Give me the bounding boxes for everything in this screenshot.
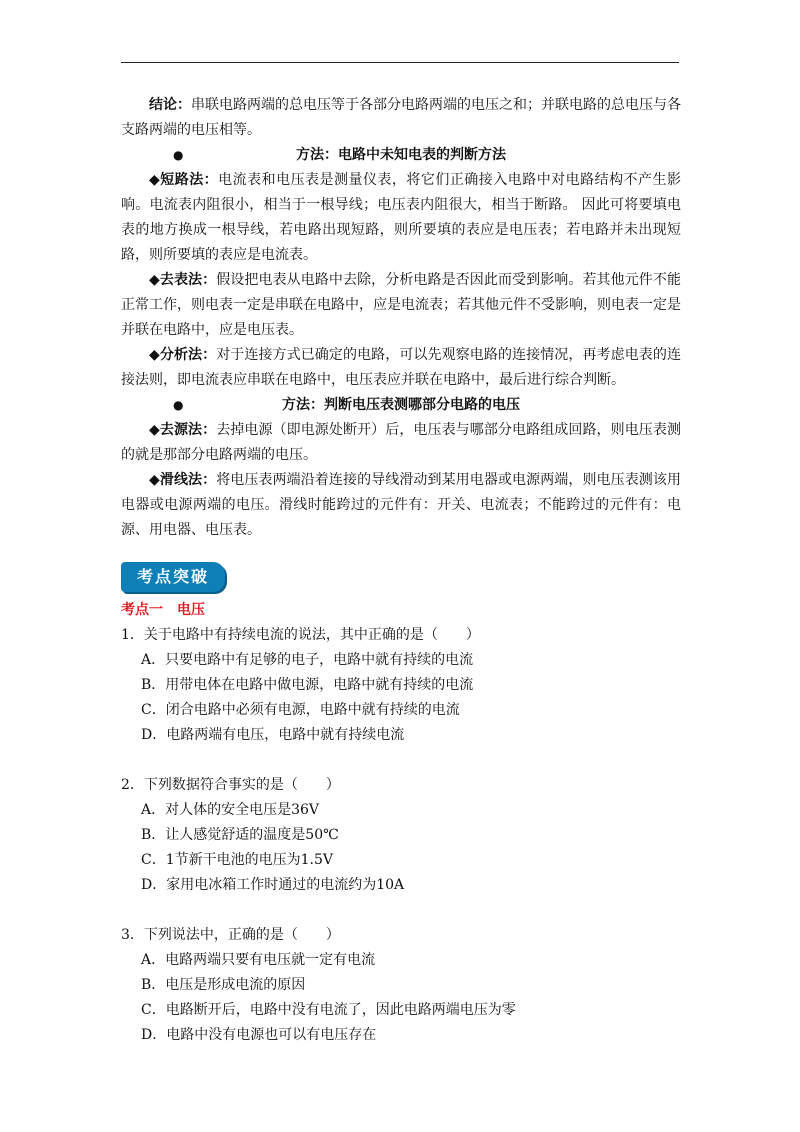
option-b: B．用带电体在电路中做电源，电路中就有持续的电流 (141, 677, 474, 693)
option-a: A．对人体的安全电压是36V (141, 802, 320, 818)
method-heading-text: 方法：判断电压表测哪部分电路的电压 (282, 397, 520, 413)
method-item (121, 268, 681, 343)
question-stem: 1．关于电路中有持续电流的说法，其中正确的是（ ） (121, 627, 480, 643)
method-item-label: ◆分析法： (149, 347, 217, 363)
method-item-text: 将电压表两端沿着连接的导线滑动到某用电器或电源两端，则电压表测该用电器或电源两端的电压。滑线时能跨过的元件有：开关、电流表；不能跨过的元件有：电源、用电器、电压表。 (121, 472, 681, 538)
option-c: C．闭合电路中必须有电源，电路中就有持续的电流 (141, 702, 460, 718)
method-item (121, 343, 681, 393)
option-d: D．家用电冰箱工作时通过的电流约为10A (141, 877, 405, 893)
bullet-icon: ● (173, 148, 184, 162)
method-item-text: 对于连接方式已确定的电路，可以先观察电路的连接情况，再考虑电表的连接法则，即电流表应串联在电路中，电压表应并联在电路中，最后进行综合判断。 (121, 347, 681, 388)
option-b: B．电压是形成电流的原因 (141, 977, 306, 993)
option-b: B．让人感觉舒适的温度是50℃ (141, 827, 339, 843)
spacer (121, 898, 681, 923)
option-d: D．电路中没有电源也可以有电压存在 (141, 1027, 377, 1043)
question-stem: 3．下列说法中，正确的是（ ） (121, 927, 340, 943)
method-item-label: ◆短路法： (149, 172, 219, 188)
section-badge-wrap (121, 562, 681, 596)
question-1 (121, 623, 681, 748)
spacer (121, 748, 681, 773)
method-item-text: 去掉电源（即电源处断开）后，电压表与哪部分电路组成回路，则电压表测的就是那部分电路两端的电压。 (121, 422, 681, 463)
section-title: 考点一 电压 (121, 602, 205, 618)
method-item-label: ◆去源法： (149, 422, 217, 438)
method-item-text: 假设把电表从电路中去除，分析电路是否因此而受到影响。若其他元件不能正常工作，则电表一定是串联在电路中，应是电流表；若其他元件不受影响，则电表一定是并联在电路中，应是电压表。 (121, 272, 681, 338)
header-rule (121, 62, 679, 63)
question-3 (121, 923, 681, 1048)
page-content (121, 93, 681, 1048)
method-item-text: 电流表和电压表是测量仪表，将它们正确接入电路中对电路结构不产生影响。电流表内阻很小，相当于一根导线；电压表内阻很大，相当于断路。 因此可将要填电表的地方换成一根导线，若电路出现短路，则所要填的表应是电压表；若电路并未出现短路，则所要填的表应是电流表。 (121, 172, 681, 263)
conclusion-paragraph (121, 93, 681, 143)
method-item-label: ◆去表法： (149, 272, 217, 288)
method-heading-1 (121, 143, 681, 168)
method-heading-text: 方法：电路中未知电表的判断方法 (296, 147, 506, 163)
option-a: A．只要电路中有足够的电子，电路中就有持续的电流 (141, 652, 474, 668)
option-c: C．电路断开后，电路中没有电流了，因此电路两端电压为零 (141, 1002, 516, 1018)
method-item (121, 418, 681, 468)
bullet-icon: ● (173, 398, 184, 412)
method-heading-2 (121, 393, 681, 418)
option-a: A．电路两端只要有电压就一定有电流 (141, 952, 376, 968)
question-stem: 2．下列数据符合事实的是（ ） (121, 777, 340, 793)
option-d: D．电路两端有电压，电路中就有持续电流 (141, 727, 405, 743)
question-2 (121, 773, 681, 898)
section-badge: 考点突破 (121, 562, 225, 592)
method-item (121, 468, 681, 543)
method-item-label: ◆滑线法： (149, 472, 217, 488)
conclusion-text: 串联电路两端的总电压等于各部分电路两端的电压之和；并联电路的总电压与各支路两端的电压相等。 (121, 97, 681, 138)
conclusion-label: 结论： (149, 97, 191, 113)
method-item (121, 168, 681, 268)
option-c: C．1节新干电池的电压为1.5V (141, 852, 333, 868)
